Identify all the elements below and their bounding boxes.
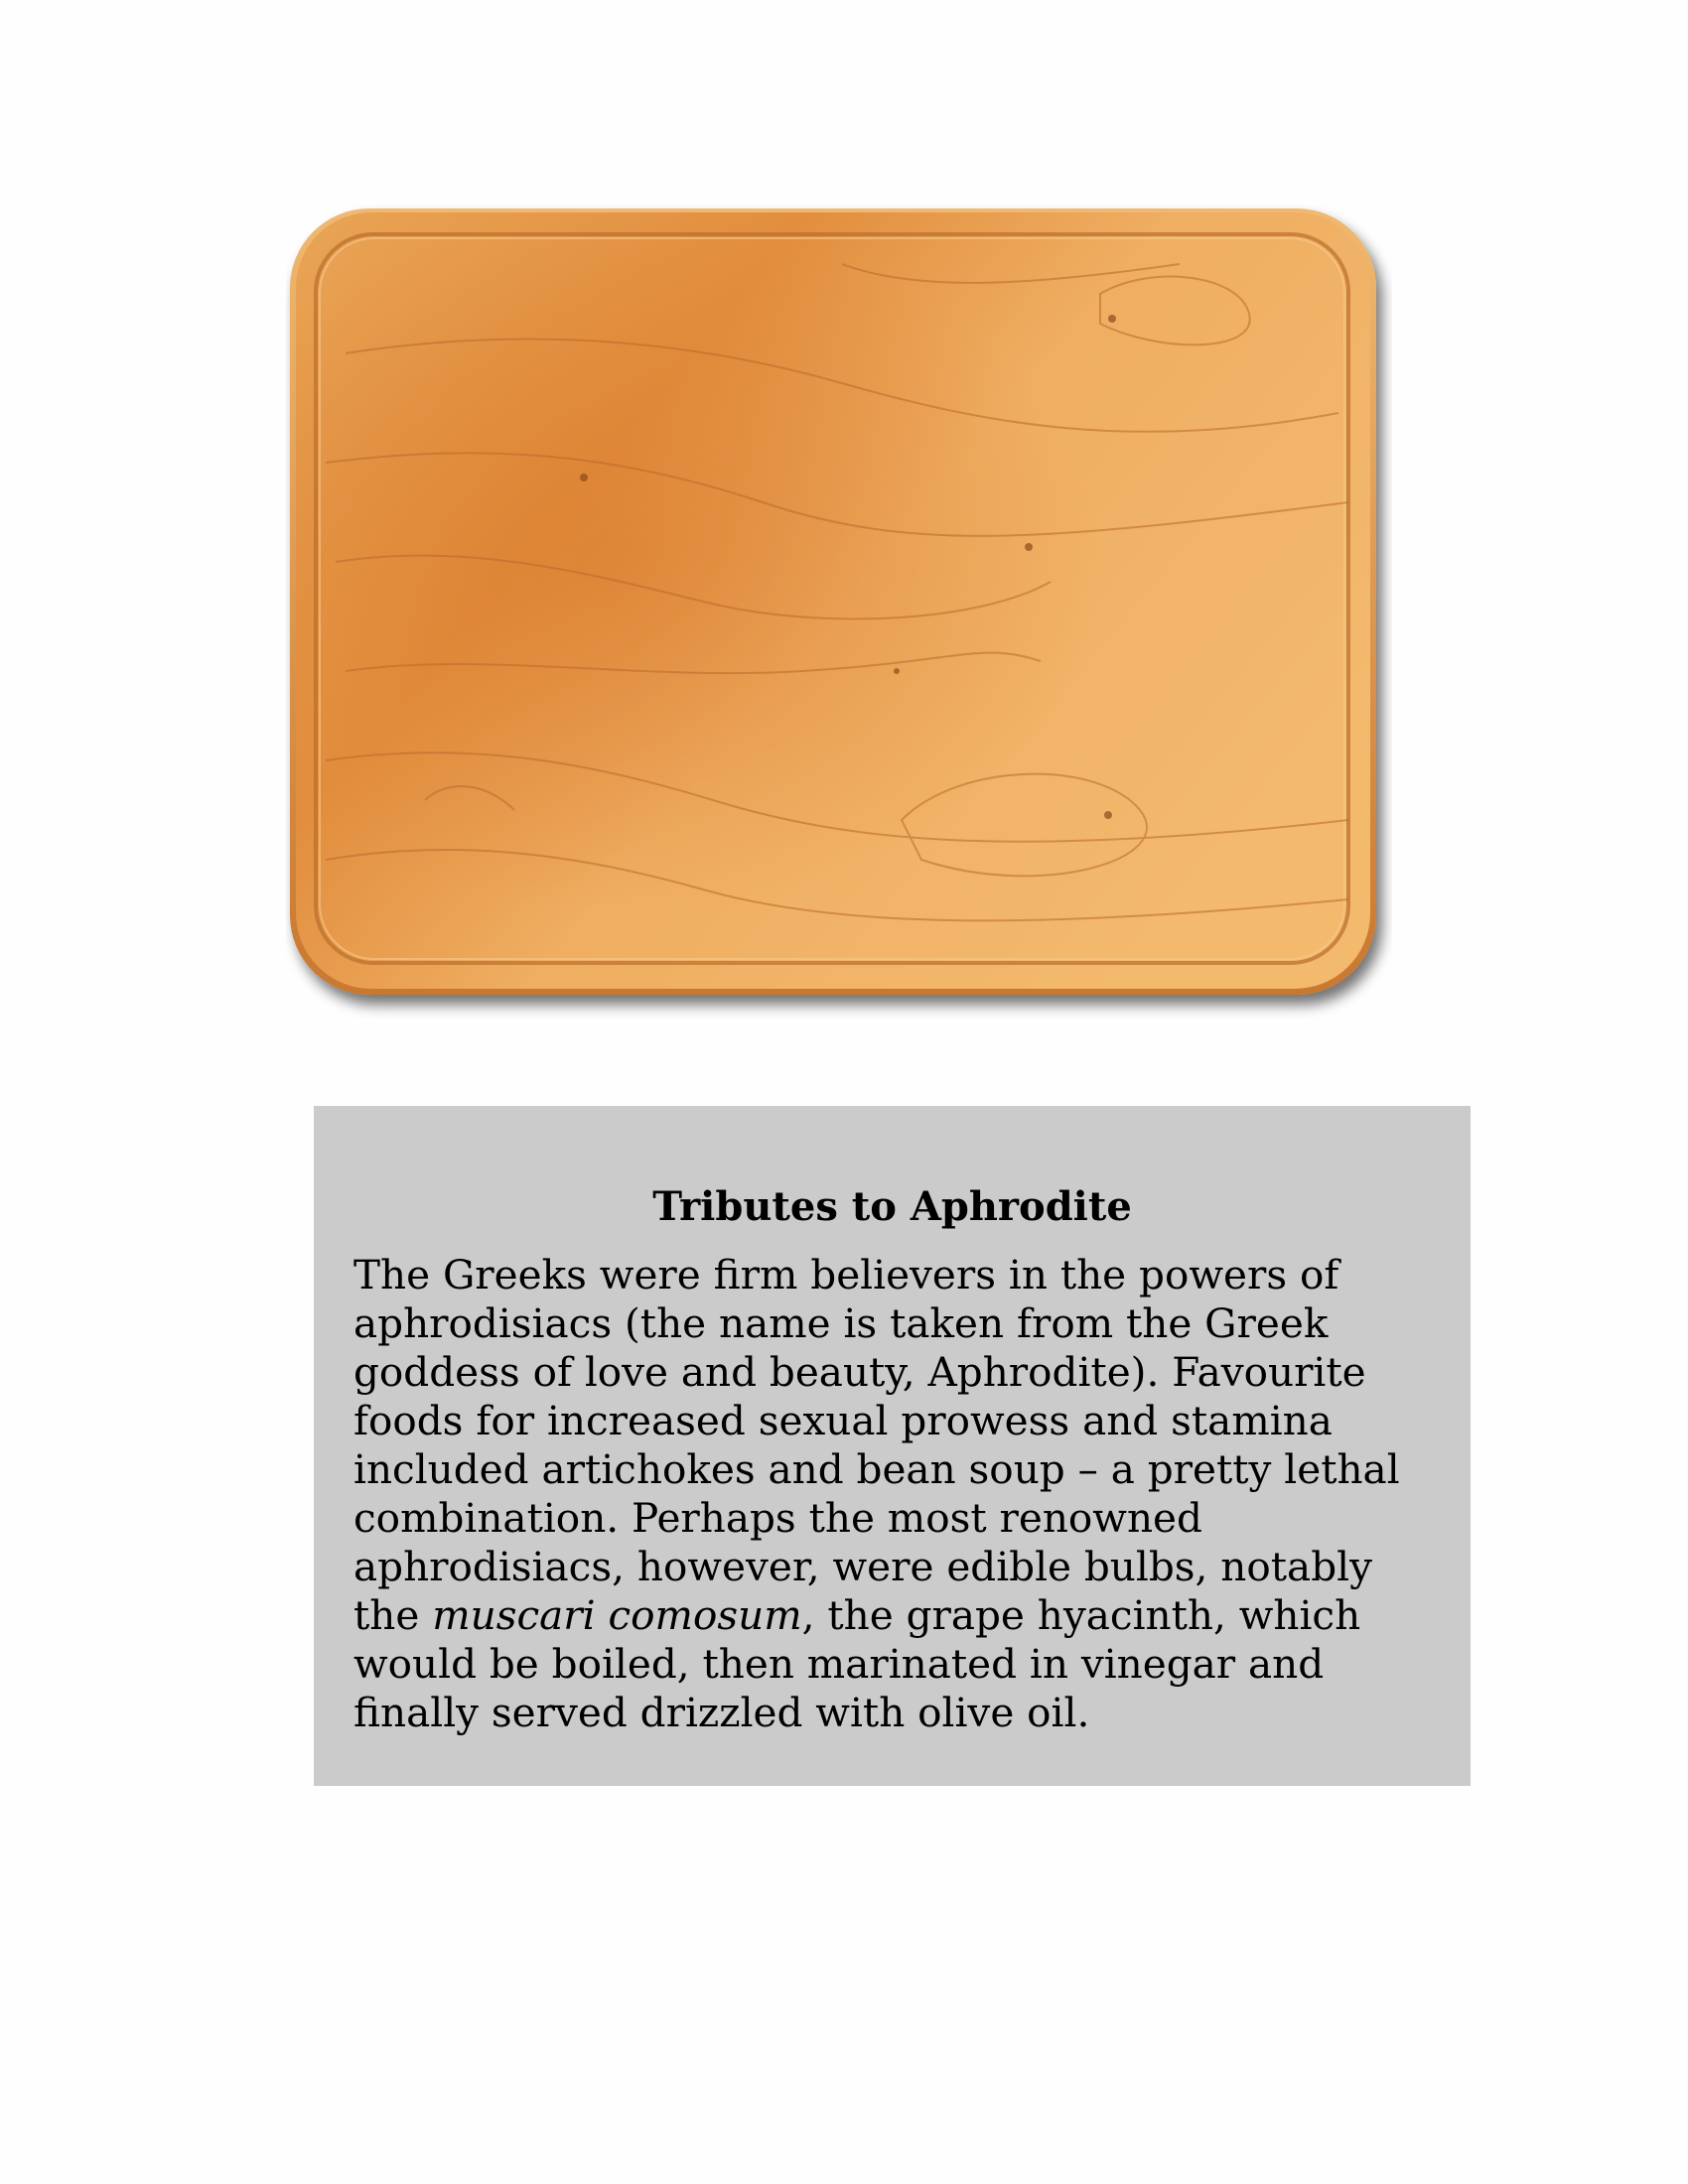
sidebar-box: [314, 1106, 1471, 1786]
sidebar-title: Tributes to Aphrodite: [652, 1183, 1132, 1230]
cutting-board-image: [286, 205, 1392, 1019]
sidebar-body-text: [353, 1251, 1431, 1737]
italic-species-name: muscari comosum: [432, 1591, 802, 1639]
body-text-start: The Greeks were firm believers in the powers of aphrodisiacs (the name is taken from the Greek goddess of love and beauty, Aphrodite). Favourite foods for increased sexual prowess and stamina included artichokes and bean soup – a pretty lethal combination. Perhaps the most renowned aphrodisiacs, however, were edible bulbs, notably the: [353, 1251, 1400, 1639]
body-text-end: , the grape hyacinth, which would be boiled, then marinated in vinegar and finally served drizzled with olive oil.: [353, 1591, 1361, 1736]
